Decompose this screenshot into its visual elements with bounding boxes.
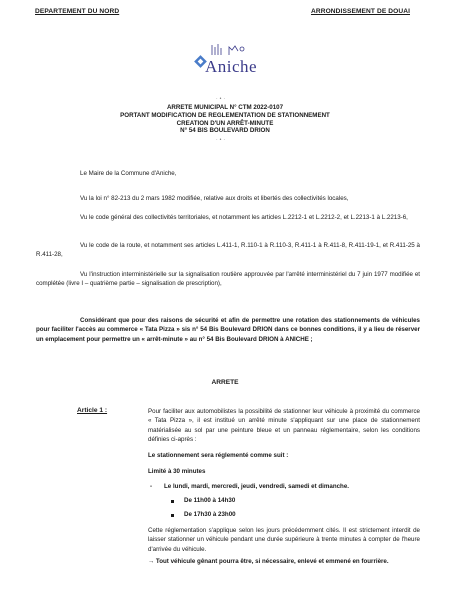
arrondissement-header: ARRONDISSEMENT DE DOUAI [310,8,410,15]
title-line-1: ARRETE MUNICIPAL N° CTM 2022-0107 [166,104,284,111]
title-line-4: N° 54 BIS BOULEVARD DRION [180,127,270,135]
time-slot-1: De 11h00 à 14h30 [184,497,236,504]
days-of-week: Le lundi, mardi, mercredi, jeudi, vendredi, samedi et dimanche. [164,483,349,490]
tow-warning: → Tout véhicule gênant pourra être, si nécessaire, enlevé et emmené en fourrière. [148,558,389,565]
article-1-text: Pour faciliter aux automobilistes la possibilité de stationner leur véhicule à proximité du commerce « Tata Pizza », il est institué un arrêté minute s'appliquant sur une place de stationnement matérialisée au sol par une peinture bleue et un panneau réglementaire, selon les conditions définies ci-après : [148,408,420,444]
arrete-heading: ARRETE [211,379,239,386]
paragraph-considering [36,316,420,344]
time-slot-2: De 17h30 à 23h00 [184,511,236,518]
paragraph-instruction: Vu l'instruction interministérielle sur la signalisation routière approuvée par l'arrêté interministériel du 7 juin 1977 modifiée et complétée (livre I – quatrième partie – signalisation de prescription), [36,271,420,288]
mayor-line: Le Maire de la Commune d'Aniche, [80,170,177,177]
article-1-label: Article 1 : [77,407,108,414]
title-line-3: CREATION D'UN ARRÊT-MINUTE [176,119,274,127]
paragraph-law-1982: Vu la loi n° 82-213 du 2 mars 1982 modifiée, relative aux droits et libertés des collectivités locales, [80,195,349,202]
days-bullet-dash: - [150,483,153,490]
decree-title [0,104,450,135]
ornament-divider: ·•· [216,96,228,102]
bullet-square [171,500,174,503]
considering-part-2: DRION dans ce bonnes conditions, il y a lieu de réserver un emplacement pour permettre un « arrêt-minute » au n° 54 Bis Boulevard DRION à ANICHE ; [36,326,420,343]
paragraph-code-route: Vu le code de la route, et notamment ses articles L.411-1, R.110-1 à R.110-3, R.411-1 à R.411-8, R.411-19-1, et R.411-25 à R.411-28, [36,242,420,259]
title-line-2: PORTANT MODIFICATION DE REGLEMENTATION DE STATIONNEMENT [120,111,330,119]
department-header: DEPARTEMENT DU NORD [35,8,120,15]
regulation-title: Le stationnement sera réglementé comme suit : [148,452,289,459]
ornament-divider: ·•· [216,137,228,143]
considering-part-1: Considérant que pour des raisons de sécurité et afin de permettre une rotation des stationnements de véhicules pour faciliter l'accès au commerce « Tata Pizza » sis n° 54 Bis Boulevard [36,317,420,334]
time-limit: Limité à 30 minutes [148,468,206,475]
logo-wordmark: Aniche [205,57,258,76]
applies-paragraph: Cette réglementation s'applique selon les jours précédemment cités. Il est strictement interdit de laisser stationner un véhicule pendant une durée supérieure à trente minutes à compter de l'heure d'arrivée du véhicule. [148,527,420,553]
paragraph-cgct: Vu le code général des collectivités territoriales, et notamment les articles L.2212-1 et L.2212-2, et L.2213-1 à L.2213-6, [80,214,408,221]
bullet-square [171,514,174,517]
